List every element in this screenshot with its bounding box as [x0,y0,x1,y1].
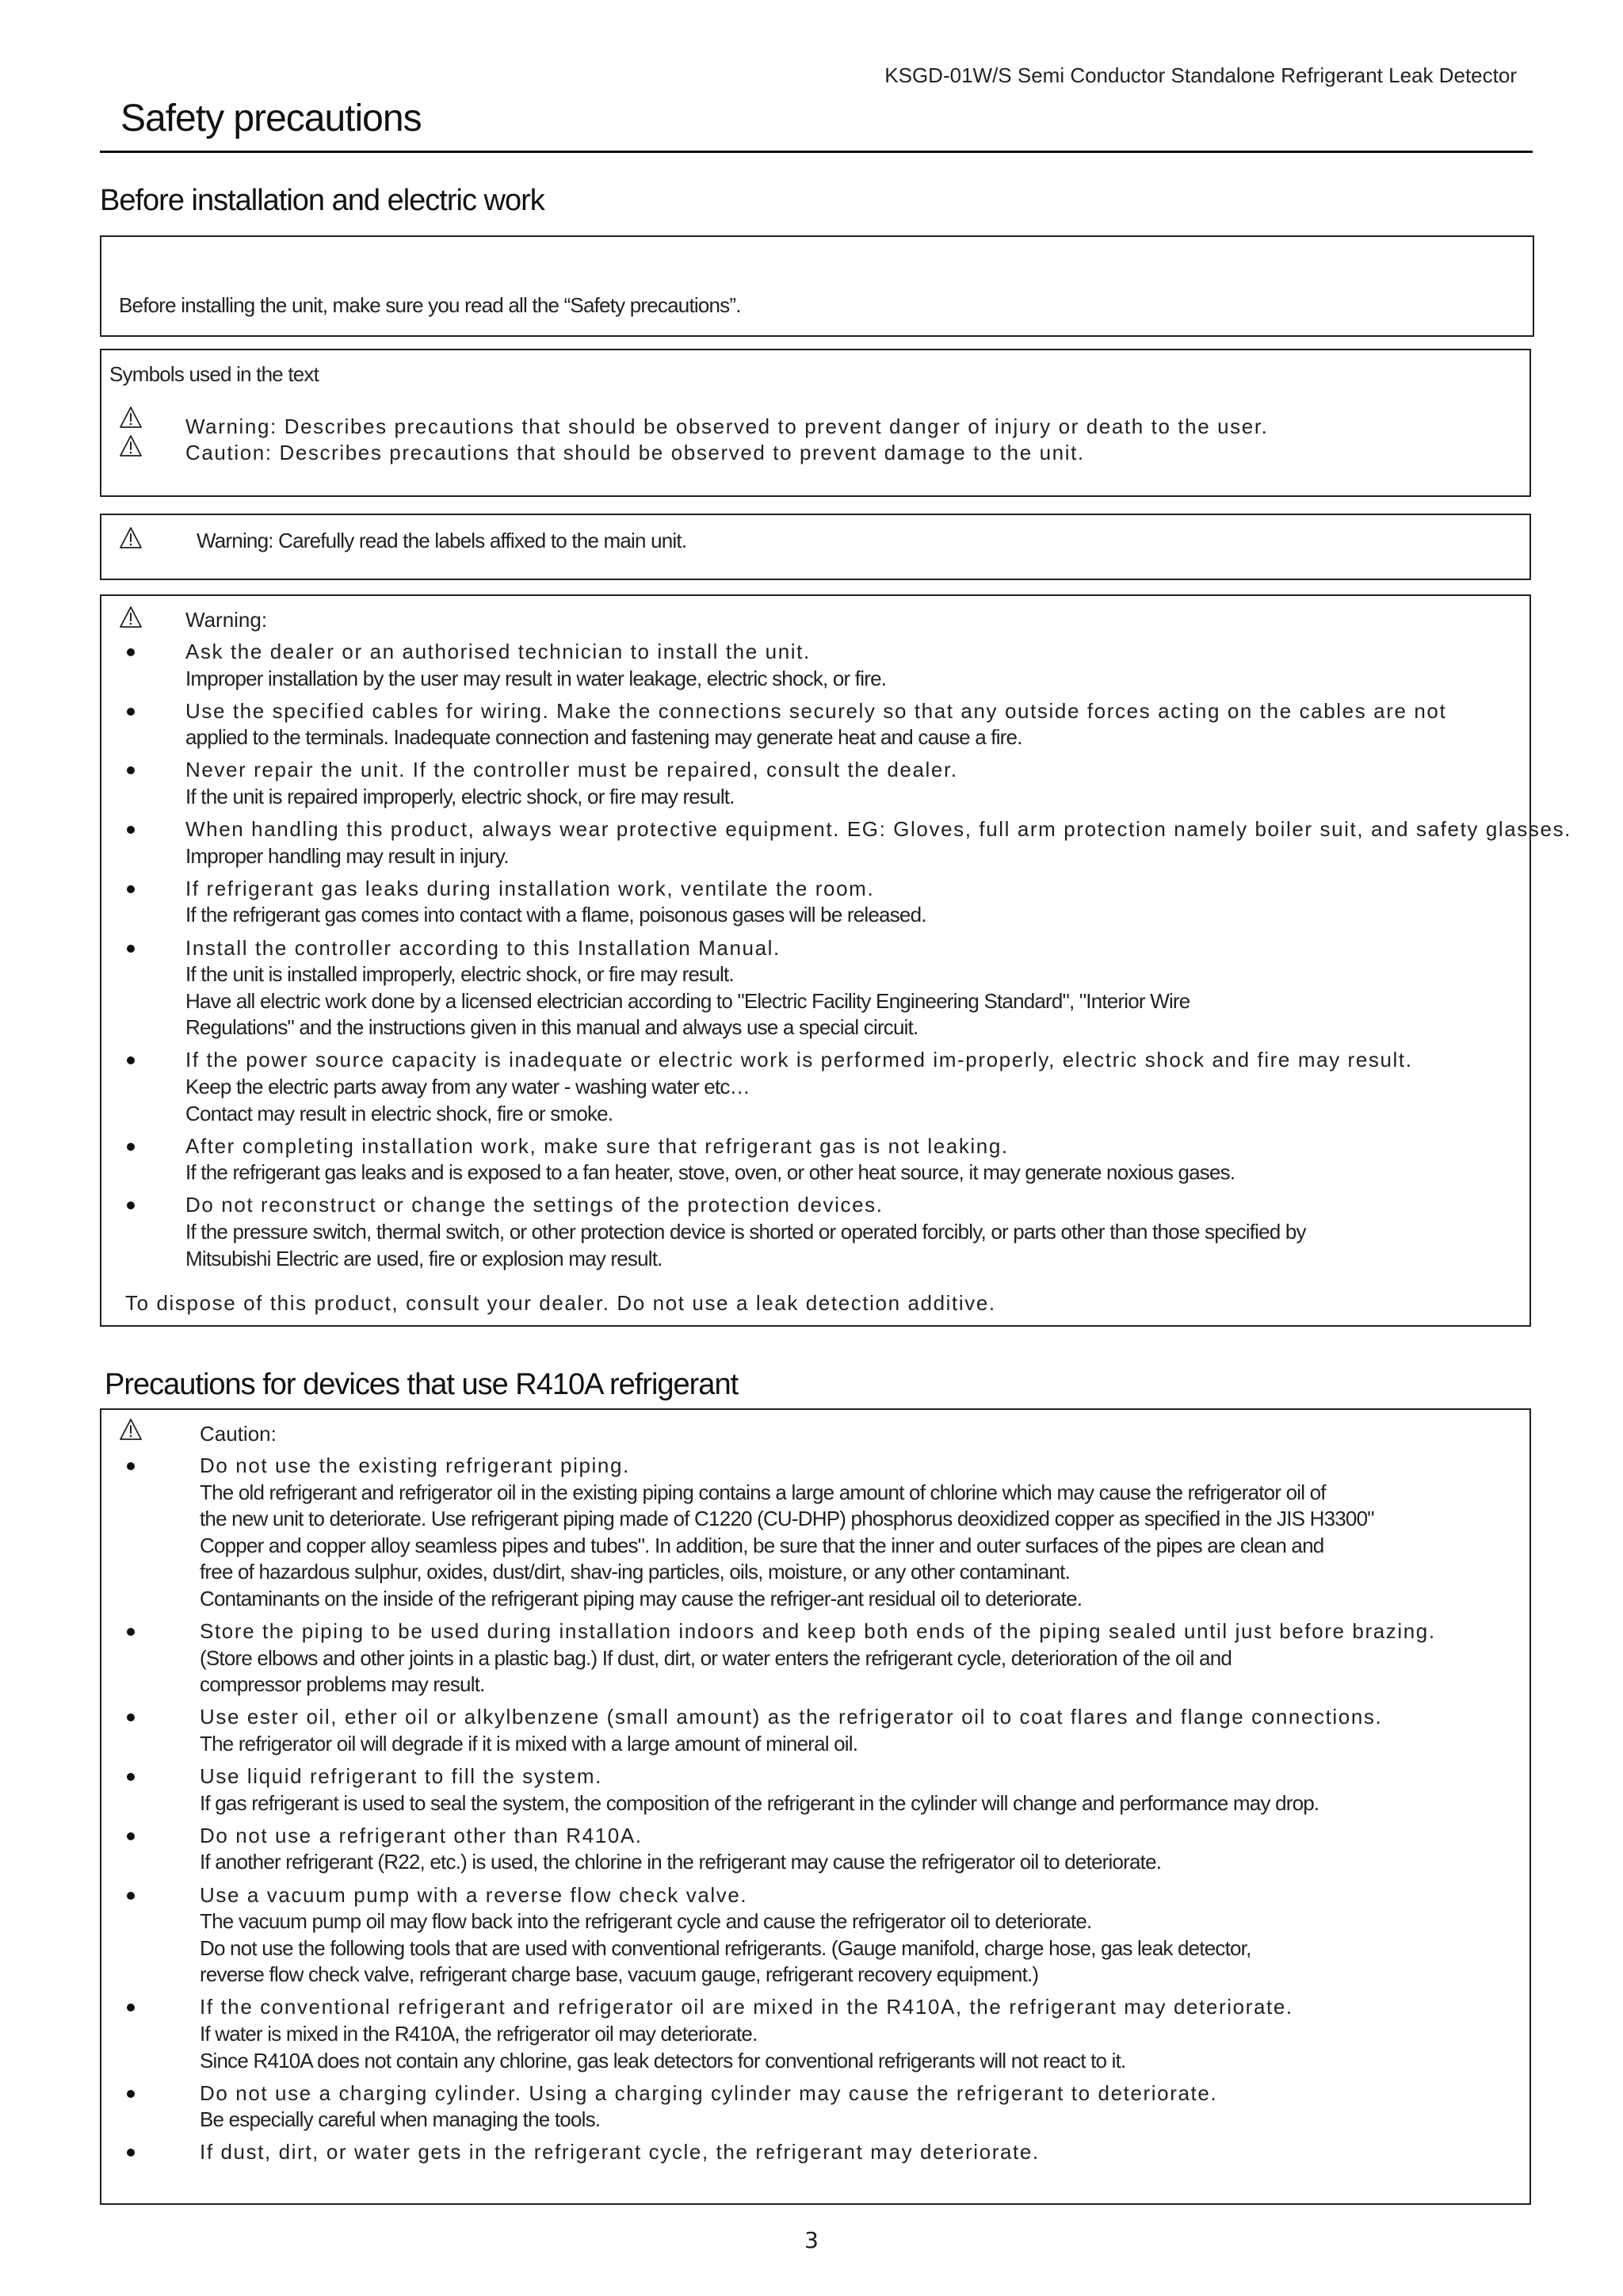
cautions-box [100,1408,1531,2205]
page-title: Safety precautions [120,97,422,139]
caution-item-line: free of hazardous sulphur, oxides, dust/dirt, shav-ing particles, oils, moisture, or any other contaminant. [200,1560,1070,1584]
symbol-caution-text: Caution: Describes precautions that should be observed to prevent damage to the unit. [185,441,1085,464]
caution-triangle-icon [119,1418,143,1442]
caution-item-line: Do not use a refrigerant other than R410A. [200,1823,643,1847]
caution-triangle-icon [119,434,143,458]
caution-item-line: the new unit to deteriorate. Use refrigerant piping made of C1220 (CU-DHP) phosphorus deoxidized copper as specified in the JIS H3300" [200,1507,1374,1531]
bullet-icon [127,708,135,716]
symbols-heading: Symbols used in the text [109,362,319,386]
section-title-installation: Before installation and electric work [100,184,544,217]
intro-box [100,235,1534,337]
warning-triangle-icon [119,606,143,629]
warning-item-line: If the refrigerant gas comes into contact with a flame, poisonous gases will be released. [185,903,926,927]
warning-item-line: Improper installation by the user may result in water leakage, electric shock, or fire. [185,666,887,690]
caution-item-line: If the conventional refrigerant and refrigerator oil are mixed in the R410A, the refrigerant may deteriorate. [200,1995,1293,2019]
warning-item-line: After completing installation work, make sure that refrigerant gas is not leaking. [185,1133,1009,1158]
bullet-icon [127,885,135,893]
warning-item-line: Never repair the unit. If the controller must be repaired, consult the dealer. [185,758,958,782]
caution-item-line: The old refrigerant and refrigerator oil in the existing piping contains a large amount of chlorine which may cause the refrigerator oil of [200,1480,1326,1504]
warning-item-line: Ask the dealer or an authorised technician to install the unit. [185,640,811,663]
warning-item-line: Install the controller according to this Installation Manual. [185,935,781,960]
warnings-box [100,594,1571,1327]
bullet-icon [127,766,135,774]
caution-item-line: Store the piping to be used during installation indoors and keep both ends of the piping sealed until just before brazing. [200,1619,1436,1644]
label-warning-box [100,514,1531,580]
caution-item-line: reverse flow check valve, refrigerant charge base, vacuum gauge, refrigerant recovery equipment.) [200,1962,1039,1987]
dispose-note [125,1290,996,1316]
warning-item-line: If the refrigerant gas leaks and is exposed to a fan heater, stove, oven, or other heat source, it may generate noxious gases. [185,1160,1235,1185]
caution-item-line: Do not use the following tools that are used with conventional refrigerants. (Gauge manifold, charge hose, gas leak detector, [200,1935,1251,1960]
caution-item-line: Since R410A does not contain any chlorine, gas leak detectors for conventional refrigerants will not react to it. [200,2048,1126,2073]
caution-item-line: Use liquid refrigerant to fill the system. [200,1764,602,1789]
bullet-icon [127,2149,135,2157]
caution-item-line: Copper and copper alloy seamless pipes and tubes". In addition, be sure that the inner and outer surfaces of the pipes are clean and [200,1533,1324,1557]
caution-item-line: Do not use a charging cylinder. Using a charging cylinder may cause the refrigerant to deteriorate. [200,2080,1218,2105]
caution-item-line: If water is mixed in the R410A, the refrigerator oil may deteriorate. [200,2022,758,2046]
caution-item-line: (Store elbows and other joints in a plastic bag.) If dust, dirt, or water enters the refrigerant cycle, deterioration of the oil and [200,1645,1232,1670]
warning-item-line: If the unit is repaired improperly, electric shock, or fire may result. [185,785,735,808]
caution-item-line: Be especially careful when managing the tools. [200,2107,601,2132]
bullet-icon [127,1773,135,1781]
caution-item-line: Do not use the existing refrigerant piping. [200,1454,630,1477]
section-title-r410a: Precautions for devices that use R410A refrigerant [105,1368,739,1401]
symbol-warning-text: Warning: Describes precautions that should be observed to prevent danger of injury or death to the user. [185,415,1269,438]
warning-item-line: Improper handling may result in injury. [185,843,509,868]
bullet-icon [127,1892,135,1900]
label-warning-text: Warning: Carefully read the labels affixed to the main unit. [197,529,687,552]
bullet-icon [127,1832,135,1840]
bullet-icon [127,945,135,953]
caution-item-line: The refrigerator oil will degrade if it is mixed with a large amount of mineral oil. [200,1732,858,1755]
bullet-icon [127,1201,135,1209]
warning-item-line: When handling this product, always wear protective equipment. EG: Gloves, full arm protection namely boiler suit, and safety glasses. [185,817,1571,842]
caution-item-line: The vacuum pump oil may flow back into the refrigerant cycle and cause the refrigerator oil to deteriorate. [200,1909,1092,1934]
warning-item-line: Regulations" and the instructions given in this manual and always use a special circuit. [185,1015,918,1040]
warnings-heading: Warning: [185,608,268,632]
title-divider [100,151,1533,153]
warning-triangle-icon [119,526,143,550]
warning-item-line: Mitsubishi Electric are used, fire or explosion may result. [185,1246,663,1270]
bullet-icon [127,648,135,656]
warning-item-line: If the pressure switch, thermal switch, or other protection device is shorted or operated forcibly, or parts other than those specified by [185,1220,1306,1244]
warning-item-line: If the unit is installed improperly, electric shock, or fire may result. [185,962,734,987]
warning-triangle-icon [119,406,143,430]
caution-item-line: Use ester oil, ether oil or alkylbenzene (small amount) as the refrigerator oil to coat flares and flange connections. [200,1705,1383,1729]
dispose-text: To dispose of this product, consult your dealer. Do not use a leak detection additive. [125,1291,996,1315]
intro-text: Before installing the unit, make sure you read all the “Safety precautions”. [119,293,741,317]
bullet-icon [127,1056,135,1064]
bullet-icon [127,1713,135,1721]
symbols-box [100,349,1531,497]
bullet-icon [127,1462,135,1470]
warning-item-line: Do not reconstruct or change the settings of the protection devices. [185,1193,884,1217]
bullet-icon [127,1143,135,1151]
bullet-icon [127,826,135,834]
caution-item-line: If gas refrigerant is used to seal the system, the composition of the refrigerant in the cylinder will change and performance may drop. [200,1790,1319,1815]
warning-item-line: Keep the electric parts away from any water - washing water etc… [185,1075,750,1098]
bullet-icon [127,2090,135,2098]
bullet-icon [127,2004,135,2011]
document-product-name: KSGD-01W/S Semi Conductor Standalone Refrigerant Leak Detector [884,63,1517,87]
page-number: 3 [804,2227,819,2253]
warning-item-line: Contact may result in electric shock, fire or smoke. [185,1101,613,1125]
caution-item-line: If dust, dirt, or water gets in the refrigerant cycle, the refrigerant may deteriorate. [200,2140,1040,2164]
warning-item-line: Have all electric work done by a licensed electrician according to "Electric Facility Engineering Standard", "Interior Wire [185,988,1190,1013]
cautions-heading: Caution: [200,1422,277,1446]
warning-item-line: Use the specified cables for wiring. Make the connections securely so that any outside forces acting on the cables are not [185,698,1447,723]
caution-item-line: If another refrigerant (R22, etc.) is used, the chlorine in the refrigerant may cause the refrigerator oil to deteriorate. [200,1850,1162,1874]
bullet-icon [127,1628,135,1636]
warning-item-line: If the power source capacity is inadequate or electric work is performed im-properly, electric shock and fire may result. [185,1048,1413,1072]
caution-item-line: Contaminants on the inside of the refrigerant piping may cause the refriger-ant residual oil to deteriorate. [200,1587,1083,1610]
warning-item-line: If refrigerant gas leaks during installation work, ventilate the room. [185,876,875,900]
warning-item-line: applied to the terminals. Inadequate connection and fastening may generate heat and cause a fire. [185,725,1022,750]
caution-item-line: compressor problems may result. [200,1672,485,1697]
caution-item-line: Use a vacuum pump with a reverse flow check valve. [200,1882,748,1907]
